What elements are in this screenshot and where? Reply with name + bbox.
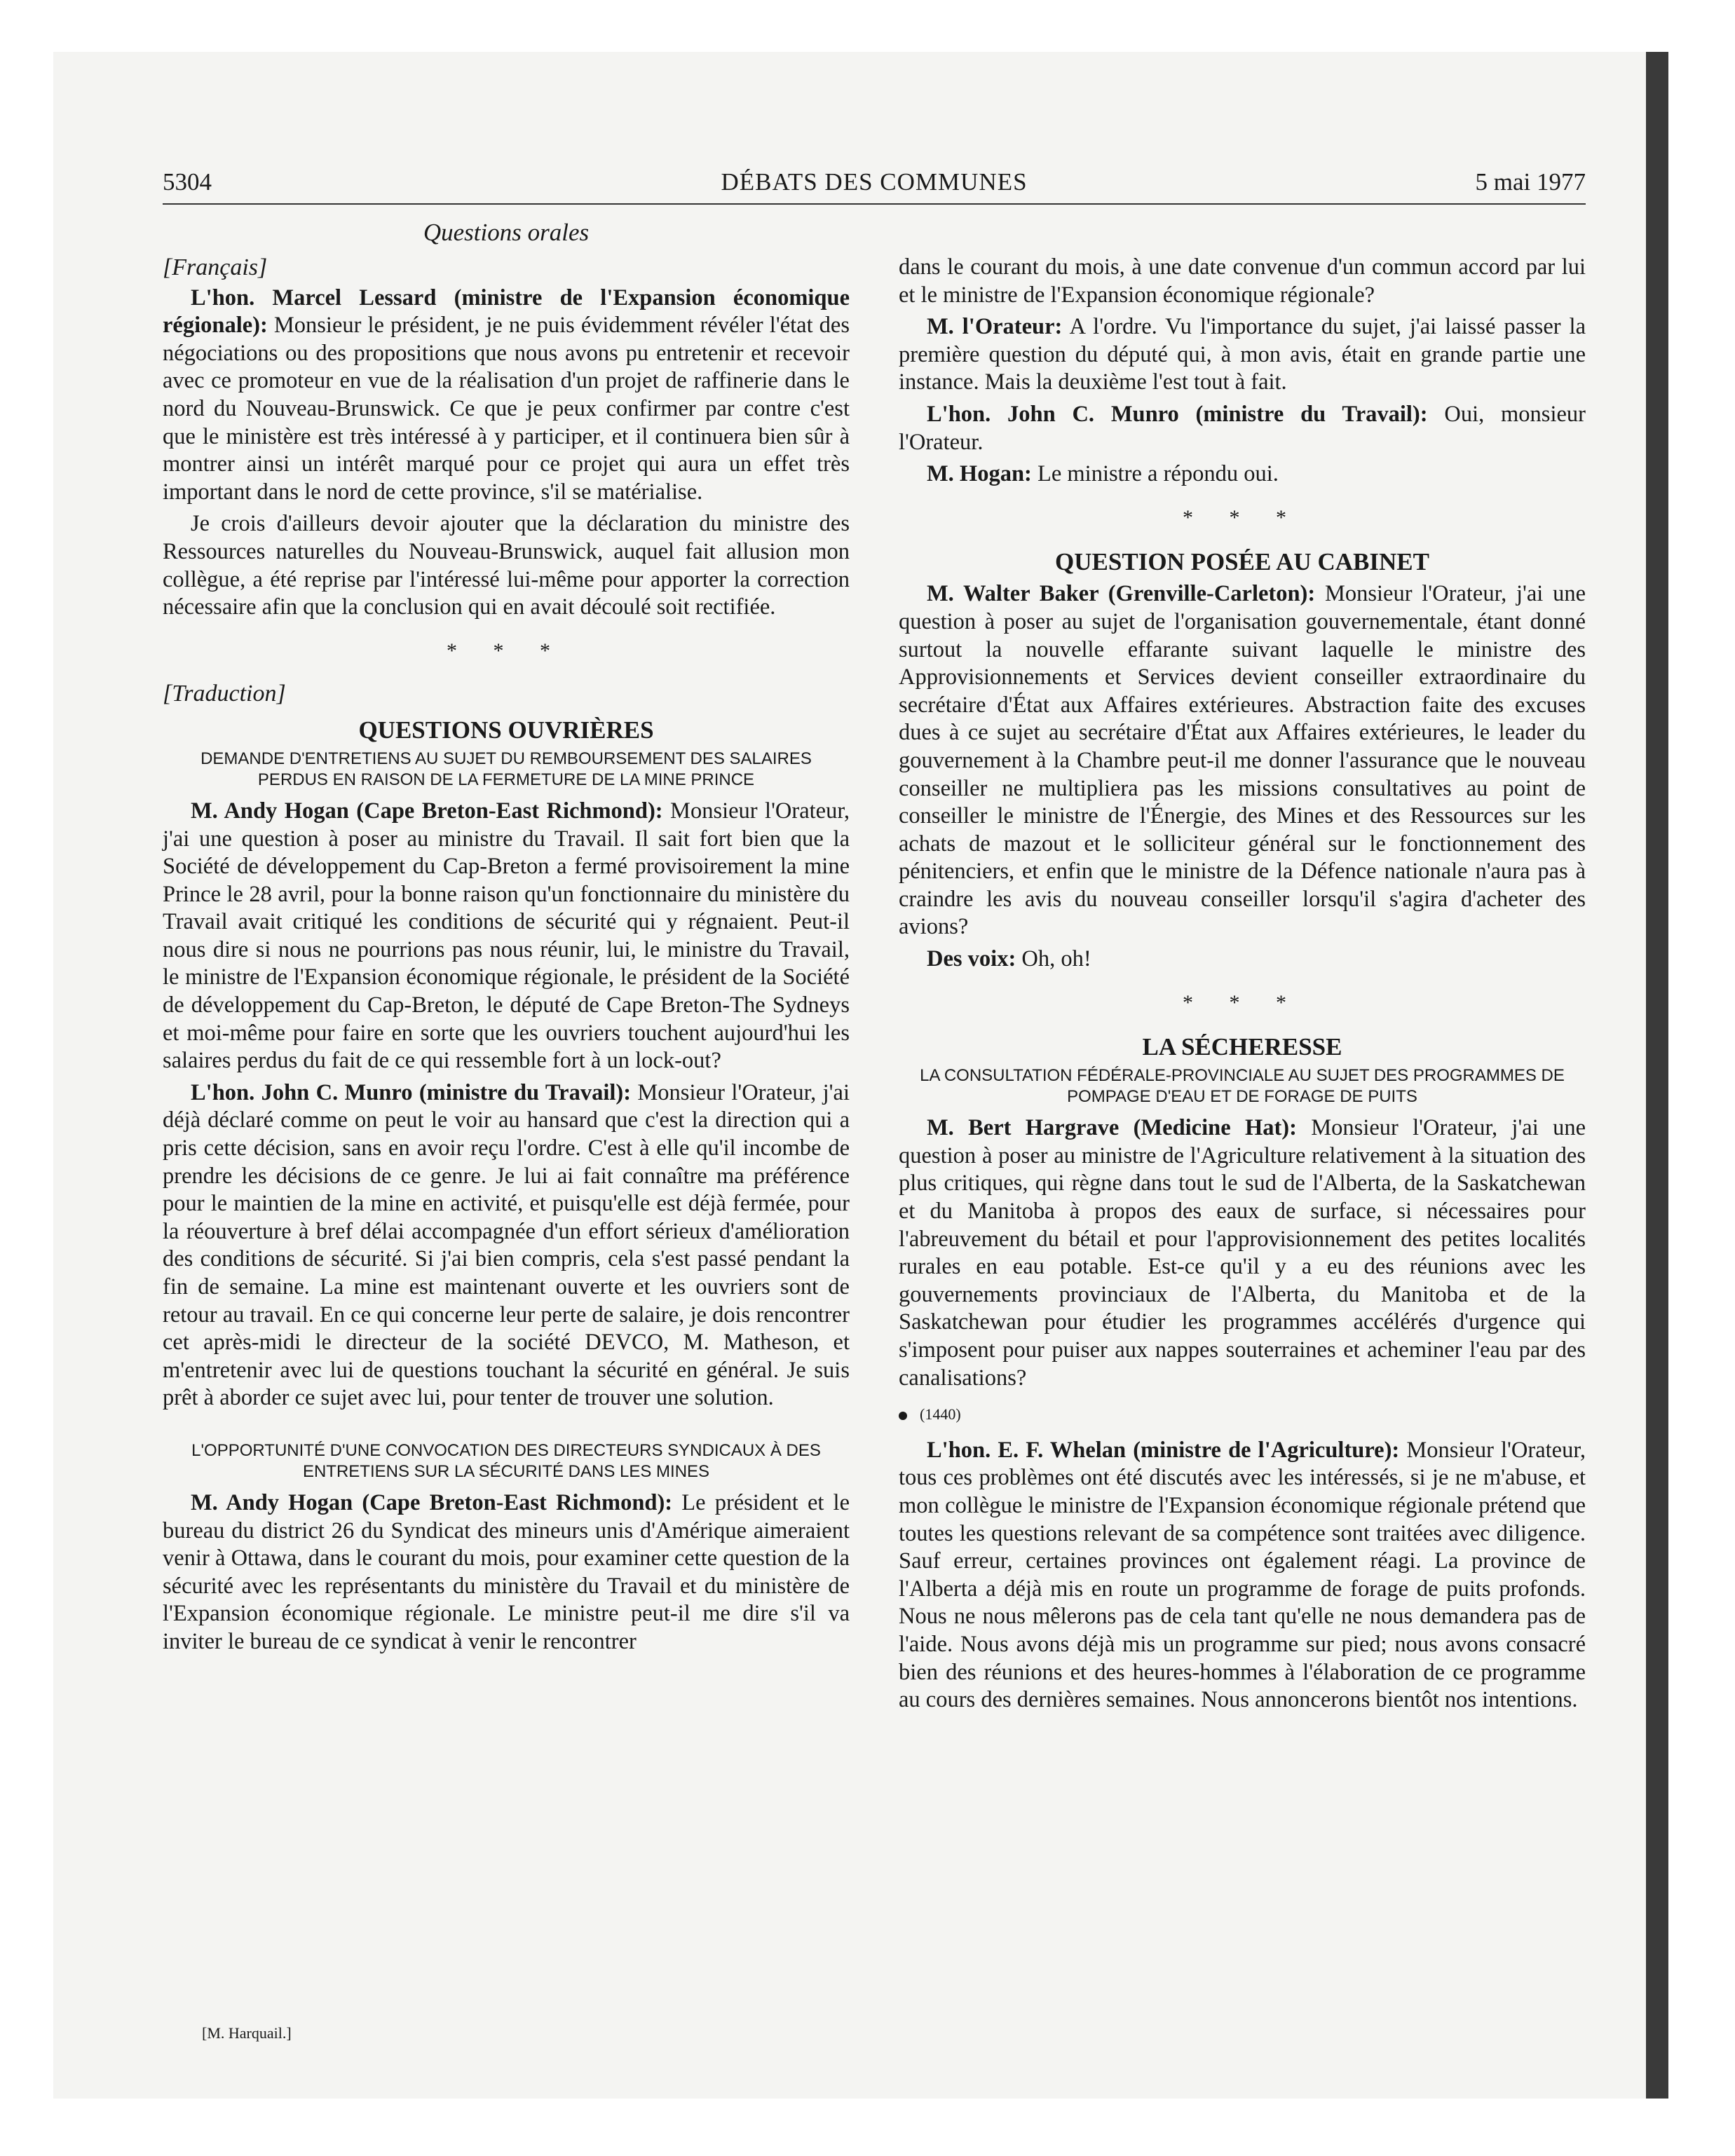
section-heading: QUESTIONS OUVRIÈRES — [358, 716, 654, 744]
speaker-name: Des voix: — [927, 946, 1016, 972]
speech-paragraph: dans le courant du mois, à une date convenue d'un commun accord par lui et le ministre de l'Expansion économique régionale? — [899, 254, 1586, 308]
speech-text: Oui, monsieur l'Orateur. — [899, 401, 1586, 455]
time-marker-text: (1440) — [920, 1405, 961, 1424]
speech-text: Le président et le bureau du district 26 du Syndicat des mineurs unis d'Amérique aimeraient venir à Ottawa, dans le courant du mois, pour examiner cette question de la sécurité avec les représentants du ministère du Travail et du ministère de l'Expansion économique régionale. Le ministre peut-il me dire s'il va inviter le bureau de ce syndicat à venir le rencontrer — [163, 1489, 850, 1654]
footer-note: [M. Harquail.] — [202, 2024, 292, 2042]
journal-title: DÉBATS DES COMMUNES — [721, 168, 1028, 196]
speaker-name: L'hon. E. F. Whelan (ministre de l'Agriculture): — [927, 1437, 1400, 1463]
bullet-dot-icon — [899, 1412, 907, 1420]
left-column — [163, 254, 850, 1660]
speech-text: Monsieur l'Orateur, j'ai une question à poser au ministre du Travail. Il sait fort bien que la Société de développement du Cap-Breton a fermé provisoirement la mine Prince le 28 avril, pour la bonne raison qu'un fonctionnaire du ministère du Travail avait critiqué les conditions de sécurité qui y régnaient. Peut-il nous dire si nous ne pourrions pas nous réunir, lui, le ministre du Travail, le ministre de l'Expansion économique régionale, le président de la Société de développement du Cap-Breton, le député de Cape Breton-The Sydneys et moi-même pour faire en sorte que les ouvriers touchent aujourd'hui les salaires perdus du fait de ce qui ressemble fort à un lock-out? — [163, 798, 850, 1074]
language-tag: [Traduction] — [163, 681, 286, 707]
section-separator: * * * — [447, 639, 566, 662]
time-marker — [899, 1400, 1586, 1428]
speech-text: Le ministre a répondu oui. — [1031, 461, 1279, 487]
speech-text: Monsieur l'Orateur, j'ai déjà déclaré comme on peut le voir au hansard que c'est la direction qui a pris cette décision, sans en avoir reçu l'ordre. C'est à elle qu'il incombe de prendre les décisions de ce genre. Je lui ai fait connaître ma préférence pour le maintien de la mine en activité, et puisqu'elle est déjà fermée, pour la réouverture à bref délai accompagnée d'un effort sérieux d'amélioration des conditions de sécurité. Si j'ai bien compris, cela s'est passé pendant la fin de semaine. La mine est maintenant ouverte et les ouvriers sont de retour au travail. En ce qui concerne leur perte de salaire, je dois rencontrer cet après-midi le directeur de la société DEVCO, M. Matheson, et m'entretenir avec lui de questions touchant la sécurité en général. Je suis prêt à aborder ce sujet avec lui, pour tenter de trouver une solution. — [163, 1079, 850, 1411]
language-tag: [Français] — [163, 254, 268, 280]
speaker-name: M. Walter Baker (Grenville-Carleton): — [927, 581, 1316, 607]
section-heading: LA SÉCHERESSE — [1142, 1033, 1342, 1061]
subheading: L'OPPORTUNITÉ D'UNE CONVOCATION DES DIRECTEURS SYNDICAUX À DES ENTRETIENS SUR LA SÉCURITÉ DANS LES MINES — [191, 1440, 821, 1481]
speech-paragraph — [899, 1437, 1586, 1714]
speech-paragraph — [163, 285, 850, 507]
right-column — [899, 254, 1586, 1719]
speech-paragraph — [899, 580, 1586, 941]
header-date: 5 mai 1977 — [1475, 168, 1586, 196]
subheading: LA CONSULTATION FÉDÉRALE-PROVINCIALE AU SUJET DES PROGRAMMES DE POMPAGE D'EAU ET DE FORAGE DE PUITS — [920, 1066, 1565, 1107]
speaker-name: L'hon. John C. Munro (ministre du Travail): — [191, 1079, 632, 1105]
speaker-name: L'hon. Marcel Lessard (ministre de l'Expansion économique régionale): — [163, 285, 850, 339]
binding-spine — [1646, 52, 1668, 2099]
speaker-name: M. Andy Hogan (Cape Breton-East Richmond): — [191, 1489, 673, 1515]
section-separator: * * * — [1183, 990, 1302, 1014]
speech-text: Monsieur le président, je ne puis évidemment révéler l'état des négociations ou des propositions que nous avons pu entretenir et recevoir avec ce promoteur en vue de la réalisation d'un projet de raffinerie dans le nord du Nouveau-Brunswick. Ce que je peux confirmer par contre c'est que le ministère est très intéressé à y participer, et il continuera bien sûr à montrer ainsi un intérêt marqué pour ce projet qui aura un effet très important dans le nord de cette province, s'il se matérialise. — [163, 313, 850, 505]
speech-paragraph — [163, 1489, 850, 1656]
speech-paragraph — [163, 798, 850, 1075]
speech-paragraph — [899, 946, 1586, 974]
section-label: Questions orales — [423, 219, 590, 246]
speech-paragraph — [899, 401, 1586, 456]
speaker-name: M. Andy Hogan (Cape Breton-East Richmond): — [191, 798, 663, 824]
speech-text: A l'ordre. Vu l'importance du sujet, j'ai laissé passer la première question du député qui, à mon avis, était en grande partie une instance. Mais la deuxième l'est tout à fait. — [899, 314, 1586, 395]
speaker-name: M. l'Orateur: — [927, 314, 1063, 340]
speech-paragraph — [899, 1114, 1586, 1392]
speaker-name: M. Bert Hargrave (Medicine Hat): — [927, 1115, 1297, 1141]
page-header — [163, 161, 1586, 205]
section-heading: QUESTION POSÉE AU CABINET — [1055, 548, 1429, 576]
speech-paragraph — [163, 1079, 850, 1412]
speech-paragraph — [899, 460, 1586, 489]
speech-text: Oh, oh! — [1016, 946, 1091, 972]
speech-paragraph — [899, 313, 1586, 397]
speaker-name: L'hon. John C. Munro (ministre du Travail): — [927, 401, 1428, 427]
speech-text: Monsieur l'Orateur, j'ai une question à poser au sujet de l'organisation gouvernementale, étant donné surtout la nouvelle effarante suivant laquelle le ministre des Approvisionnements et Services devient conseiller extraordinaire du secrétaire d'État aux Affaires extérieures. Abstraction faite des excuses dues à ce sujet au secrétaire d'État aux Affaires extérieures, le leader du gouvernement à la Chambre peut-il me donner l'assurance que le nouveau conseiller ne multipliera pas les missions consultatives au point de conseiller le ministre de l'Énergie, des Mines et des Ressources sur les achats de mazout et le solliciteur général sur le fonctionnement des pénitenciers, et enfin que le ministre de la Défence nationale n'aura pas à craindre les avis du nouveau conseiller lorsqu'il s'agira d'acheter des avions? — [899, 581, 1586, 940]
speaker-name: M. Hogan: — [927, 461, 1032, 487]
section-separator: * * * — [1183, 505, 1302, 529]
speech-text: Monsieur l'Orateur, tous ces problèmes ont été discutés avec les intéressés, si je ne m'abuse, et mon collègue le ministre de l'Expansion économique régionale prétend que toutes les questions relevant de sa compétence sont traitées avec diligence. Sauf erreur, certaines provinces ont également réagi. La province de l'Alberta a déjà mis en route un programme de forage de puits profonds. Nous ne nous mêlerons pas de cela tant qu'elle ne nous demandera pas de l'aide. Nous avons déjà mis un programme sur pied; nous avons consacré bien des réunions et des heures-hommes à l'élaboration de ce programme au cours des dernières semaines. Nous annoncerons bientôt nos intentions. — [899, 1437, 1586, 1713]
page-number: 5304 — [163, 168, 212, 196]
speech-text: Monsieur l'Orateur, j'ai une question à poser au ministre de l'Agriculture relativement à la situation des plus critiques, qui règne dans tout le sud de l'Alberta, de la Saskatchewan et du Manitoba à propos des eaux de surface, si nécessaires pour l'abreuvement du bétail et pour l'approvisionnement des petites localités rurales en eau potable. Est-ce qu'il y a eu des réunions avec les gouvernements provinciaux de l'Alberta, du Manitoba et de la Saskatchewan pour étudier les programmes accélérés d'urgence qui s'imposent pour puiser aux nappes souterraines et acheminer l'eau par des canalisations? — [899, 1115, 1586, 1391]
subheading: DEMANDE D'ENTRETIENS AU SUJET DU REMBOURSEMENT DES SALAIRES PERDUS EN RAISON DE LA FERMETURE DE LA MINE PRINCE — [200, 749, 812, 789]
speech-paragraph: Je crois d'ailleurs devoir ajouter que la déclaration du ministre des Ressources naturelles du Nouveau-Brunswick, auquel fait allusion mon collègue, a été reprise par l'intéressé lui-même pour apporter la correction nécessaire afin que la conclusion qui en avait découlé soit rectifiée. — [163, 511, 850, 620]
